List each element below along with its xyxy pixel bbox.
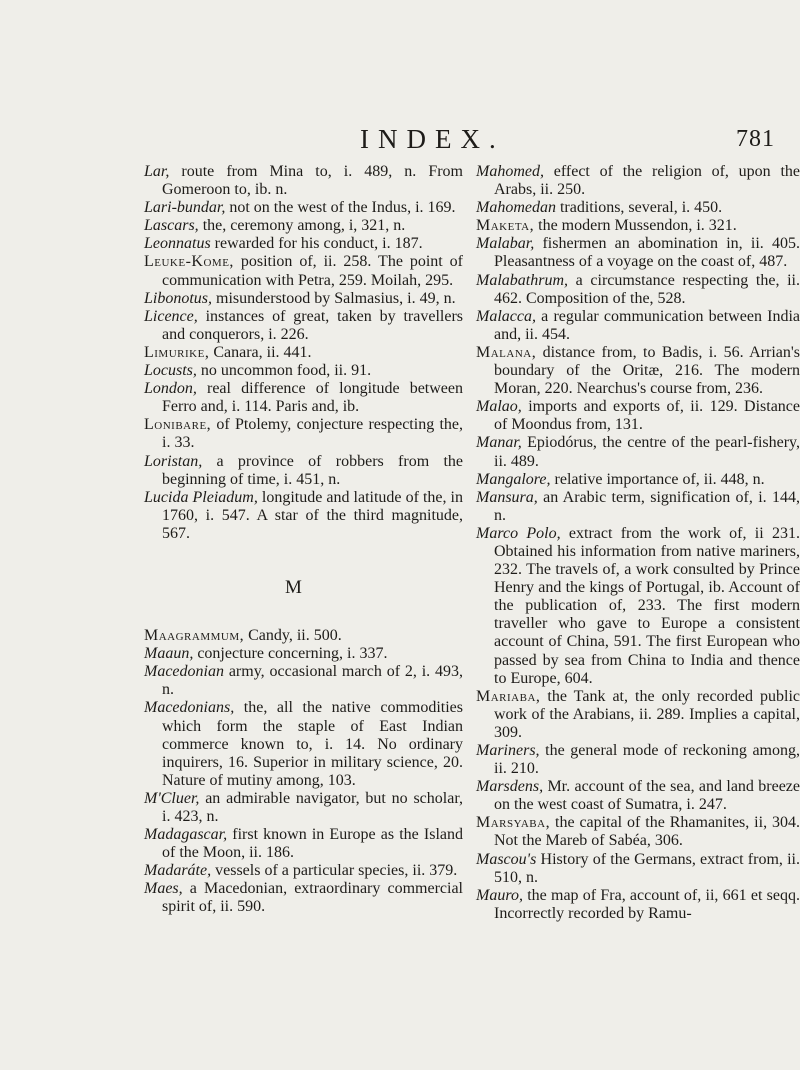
entry-headword: Marsyaba, (476, 814, 551, 832)
index-entry (144, 627, 463, 645)
index-entry (476, 199, 800, 217)
index-entry (144, 380, 463, 416)
entry-headword: Lucida Pleiadum, (144, 488, 258, 506)
entry-headword: Mascou's (476, 850, 537, 868)
entry-headword: Manar, (476, 434, 522, 452)
index-entry (476, 434, 800, 470)
entry-headword: Malabar, (476, 235, 535, 253)
entry-text: conjecture concerning, i. 337. (193, 645, 388, 663)
index-entry (144, 290, 463, 308)
index-entry (476, 344, 800, 398)
index-entry (144, 790, 463, 826)
entry-headword: Malao, (476, 398, 522, 416)
index-entry (144, 344, 463, 362)
entry-text: first known in Europe as the Island of the Moon, ii. 186. (162, 826, 463, 862)
entry-text: a Macedonian, extraordinary commercial spirit of, ii. 590. (162, 880, 463, 916)
index-entry (476, 887, 800, 923)
entry-text: effect of the religion of, upon the Arabs, ii. 250. (494, 163, 800, 199)
entry-headword: Libonotus, (144, 289, 213, 307)
index-entry (144, 217, 463, 235)
entry-text: no uncommon food, ii. 91. (196, 362, 372, 380)
entry-headword: Malabathrum, (476, 271, 568, 289)
entry-text: Mr. account of the sea, and land breeze on the west coast of Sumatra, i. 247. (494, 778, 800, 814)
index-entry (476, 163, 800, 199)
entry-text: rewarded for his conduct, i. 187. (210, 235, 423, 253)
entry-headword: Marco Polo, (476, 524, 561, 542)
entry-headword: Malacca, (476, 307, 536, 325)
entry-text: Epiodórus, the centre of the pearl-fishery, ii. 489. (494, 434, 800, 470)
entry-text: an admirable navigator, but no scholar, i. 423, n. (162, 789, 463, 825)
entry-text: the map of Fra, account of, ii, 661 et seqq. Incorrectly recorded by Ramu- (494, 886, 800, 922)
left-entries-m (144, 627, 463, 917)
index-entry (476, 742, 800, 778)
entry-text: distance from, to Badis, i. 56. Arrian's boundary of the Oritæ, 216. The modern Moran, 220. Nearchus's course from, 236. (494, 343, 800, 398)
entry-text: of Ptolemy, conjecture respecting the, i. 33. (162, 416, 463, 452)
entry-headword: Mariaba, (476, 687, 541, 705)
index-entry (144, 235, 463, 253)
entry-headword: Locusts, (144, 362, 197, 380)
index-entry (476, 814, 800, 850)
right-column (476, 163, 800, 923)
entry-headword: Lonibare, (144, 416, 212, 434)
entry-text: the modern Mussendon, i. 321. (534, 217, 737, 235)
right-entries-m (476, 163, 800, 923)
index-entry (144, 699, 463, 789)
index-entry (144, 416, 463, 452)
index-entry (144, 163, 463, 199)
index-entry (476, 525, 800, 688)
entry-headword: Maes, (144, 880, 183, 898)
index-entry (144, 253, 463, 289)
entry-text: History of the Germans, extract from, ii. 510, n. (494, 850, 800, 886)
entry-text: imports and exports of, ii. 129. Distance of Moondus from, 131. (494, 398, 800, 434)
index-entry (476, 851, 800, 887)
entry-headword: Licence, (144, 307, 198, 325)
entry-text: longitude and latitude of the, in 1760, i. 547. A star of the third magnitude, 567. (162, 488, 464, 542)
index-entry (476, 778, 800, 814)
entry-headword: Mariners, (476, 742, 540, 759)
index-entry (476, 471, 800, 489)
entry-text: route from Mina to, i. 489, n. From Gomeroon to, ib. n. (162, 163, 463, 199)
entry-text: vessels of a particular species, ii. 379. (211, 862, 458, 880)
left-entries-l (144, 163, 463, 543)
index-entry (144, 862, 463, 880)
entry-headword: Malana, (476, 343, 537, 361)
entry-text: not on the west of the Indus, i. 169. (225, 199, 456, 217)
entry-headword: Lascars, (144, 217, 199, 235)
index-entry (476, 235, 800, 271)
page-header (0, 124, 800, 164)
entry-text: a regular communication between India and, ii. 454. (494, 307, 800, 343)
entry-text: Candy, ii. 500. (244, 627, 342, 645)
index-entry (476, 272, 800, 308)
index-entry (144, 199, 463, 217)
entry-headword: Madagascar, (144, 826, 228, 844)
entry-headword: Macedonians, (144, 699, 235, 717)
entry-headword: Leonnatus (144, 235, 211, 253)
entry-headword: Limurike, (144, 343, 210, 361)
entry-text: an Arabic term, signification of, i. 144, n. (494, 488, 800, 524)
entry-text: fishermen an abomination in, ii. 405. Pleasantness of a voyage on the coast of, 487. (494, 235, 800, 271)
entry-text: traditions, several, i. 450. (555, 199, 723, 217)
entry-text: army, occasional march of 2, i. 493, n. (162, 663, 463, 699)
left-column (144, 163, 463, 917)
index-entry (144, 489, 463, 543)
entry-headword: Mahomed, (476, 163, 544, 180)
entry-text: instances of great, taken by travellers and conquerors, i. 226. (162, 307, 463, 343)
index-entry (476, 217, 800, 235)
entry-headword: Maaun, (144, 645, 194, 663)
entry-text: position of, ii. 258. The point of communication with Petra, 259. Moilah, 295. (162, 253, 463, 289)
entry-text: a circumstance respecting the, ii. 462. Composition of the, 528. (494, 271, 800, 307)
entry-headword: London, (144, 380, 197, 398)
index-entry (144, 826, 463, 862)
entry-headword: Macedonian (144, 663, 224, 681)
entry-headword: Mansura, (476, 488, 538, 506)
index-entry (476, 489, 800, 525)
entry-text: the Tank at, the only recorded public work of the Arabians, ii. 289. Implies a capital, 309. (494, 687, 800, 741)
entry-headword: Mauro, (476, 886, 523, 904)
page-number: 781 (736, 126, 775, 152)
entry-headword: Madaráte, (144, 862, 212, 880)
entry-headword: M'Cluer, (144, 789, 200, 807)
index-entry (476, 688, 800, 742)
index-entry (144, 362, 463, 380)
entry-headword: Maagrammum, (144, 627, 245, 645)
entry-text: the, all the native commodities which form the staple of East Indian commerce known to, i. 14. No ordinary inquirers, 16. Superior in military science, 20. Nature of mutiny among, 103. (162, 699, 463, 789)
index-entry (144, 453, 463, 489)
entry-text: real difference of longitude between Ferro and, i. 114. Paris and, ib. (162, 380, 463, 416)
entry-headword: Mangalore, (476, 470, 551, 488)
index-entry (144, 645, 463, 663)
entry-text: relative importance of, ii. 448, n. (550, 470, 765, 488)
section-letter-m: M (285, 576, 302, 598)
entry-text: the capital of the Rhamanites, ii, 304. Not the Mareb of Sabéa, 306. (494, 814, 800, 850)
entry-headword: Leuke-Kome, (144, 253, 234, 271)
entry-text: the, ceremony among, i, 321, n. (198, 217, 406, 235)
entry-headword: Loristan, (144, 452, 203, 470)
index-entry (144, 308, 463, 344)
entry-headword: Marsdens, (476, 778, 544, 796)
entry-headword: Maketa, (476, 217, 535, 235)
entry-headword: Lar, (144, 163, 170, 180)
index-entry (476, 308, 800, 344)
index-entry (144, 663, 463, 699)
entry-headword: Lari-bundar, (144, 199, 226, 217)
entry-headword: Mahomedan (476, 199, 556, 217)
index-entry (144, 880, 463, 916)
entry-text: a province of robbers from the beginning of time, i. 451, n. (162, 452, 463, 488)
entry-text: extract from the work of, ii 231. Obtained his information from native mariners, 232. The travels of, a work consulted by Prince Henry and the kings of Portugal, ib. Account of the publication of, 233. The first modern traveller who gave to Europe a consistent account of China, 591. The first European who passed by sea from China to India and thence to Europe, 604. (494, 524, 800, 687)
entry-text: Canara, ii. 441. (209, 343, 312, 361)
entry-text: the general mode of reckoning among, ii. 210. (494, 742, 800, 778)
running-head: INDEX. (360, 124, 505, 154)
index-entry (476, 398, 800, 434)
entry-text: misunderstood by Salmasius, i. 49, n. (212, 289, 456, 307)
